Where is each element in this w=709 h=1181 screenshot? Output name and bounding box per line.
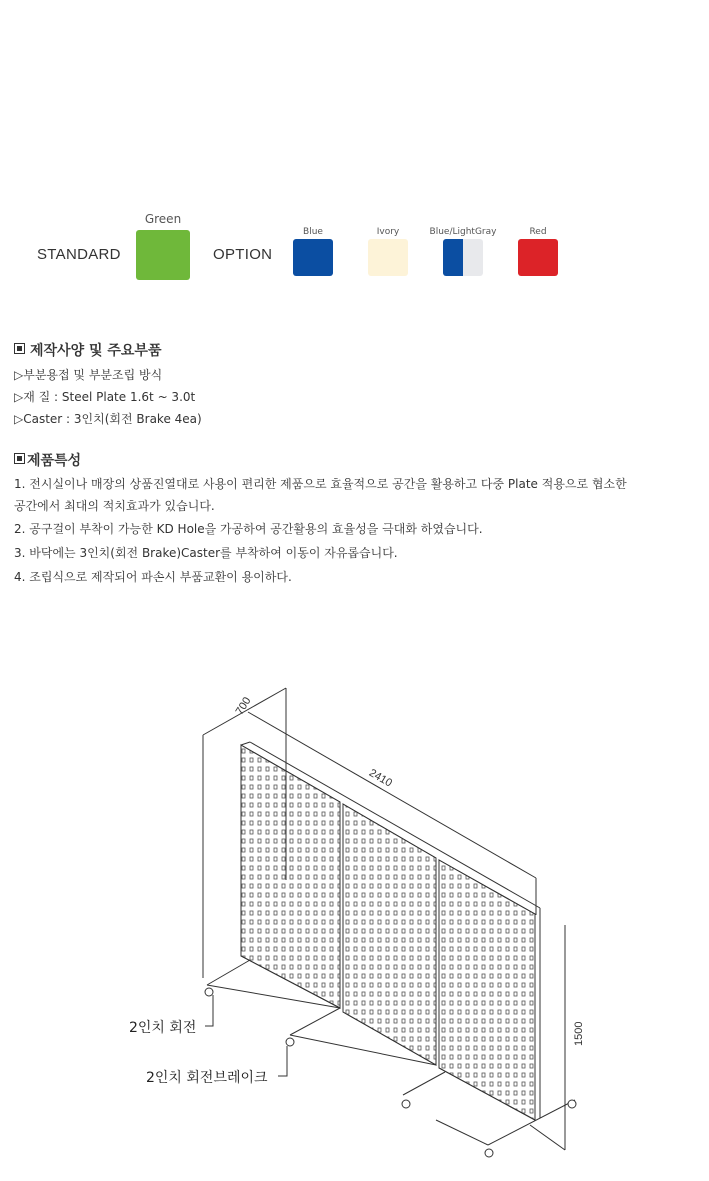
- swatch-red: [518, 239, 558, 276]
- swatch-blue: [293, 239, 333, 276]
- spec-line: ▷재 질 : Steel Plate 1.6t ~ 3.0t: [14, 390, 196, 404]
- square-bullet-icon: [14, 343, 25, 354]
- feature-item: 공간에서 최대의 적치효과가 있습니다.: [14, 499, 215, 513]
- spec-title: 제작사양 및 주요부품: [14, 340, 161, 360]
- standard-label: STANDARD: [37, 246, 121, 263]
- feature-item: 3. 바닥에는 3인치(회전 Brake)Caster를 부착하여 이동이 자유롭습니다.: [14, 546, 398, 560]
- swatch-label-red: Red: [529, 227, 547, 237]
- callout-swivel-caster: 2인치 회전: [129, 1020, 197, 1036]
- swatch-green: [136, 230, 190, 280]
- swatch-blue-lightgray: [443, 239, 483, 276]
- square-bullet-icon: [14, 453, 25, 464]
- swatch-label-blue-lightgray: Blue/LightGray: [429, 227, 497, 237]
- spec-line: ▷부분용접 및 부분조립 방식: [14, 368, 163, 382]
- features-title: 제품특성: [14, 450, 81, 470]
- feature-item: 4. 조립식으로 제작되어 파손시 부품교환이 용이하다.: [14, 570, 292, 584]
- swatch-label-blue: Blue: [303, 227, 323, 237]
- feature-item: 2. 공구걸이 부착이 가능한 KD Hole을 가공하여 공간활용의 효율성을 극대화 하였습니다.: [14, 522, 483, 536]
- swatch-ivory: [368, 239, 408, 276]
- option-label: OPTION: [213, 246, 273, 263]
- spec-line: ▷Caster : 3인치(회전 Brake 4ea): [14, 412, 202, 426]
- product-diagram: [0, 670, 709, 1181]
- swatch-label-ivory: Ivory: [376, 227, 400, 237]
- feature-item: 1. 전시실이나 매장의 상품진열대로 사용이 편리한 제품으로 효율적으로 공간을 활용하고 다중 Plate 적용으로 협소한: [14, 477, 627, 491]
- swatch-label-green: Green: [144, 212, 182, 226]
- dimension-depth: 700: [233, 695, 254, 718]
- callout-brake-caster: 2인치 회전브레이크: [146, 1070, 268, 1086]
- dimension-width: 2410: [366, 766, 395, 790]
- dimension-height: 1500: [573, 1021, 585, 1046]
